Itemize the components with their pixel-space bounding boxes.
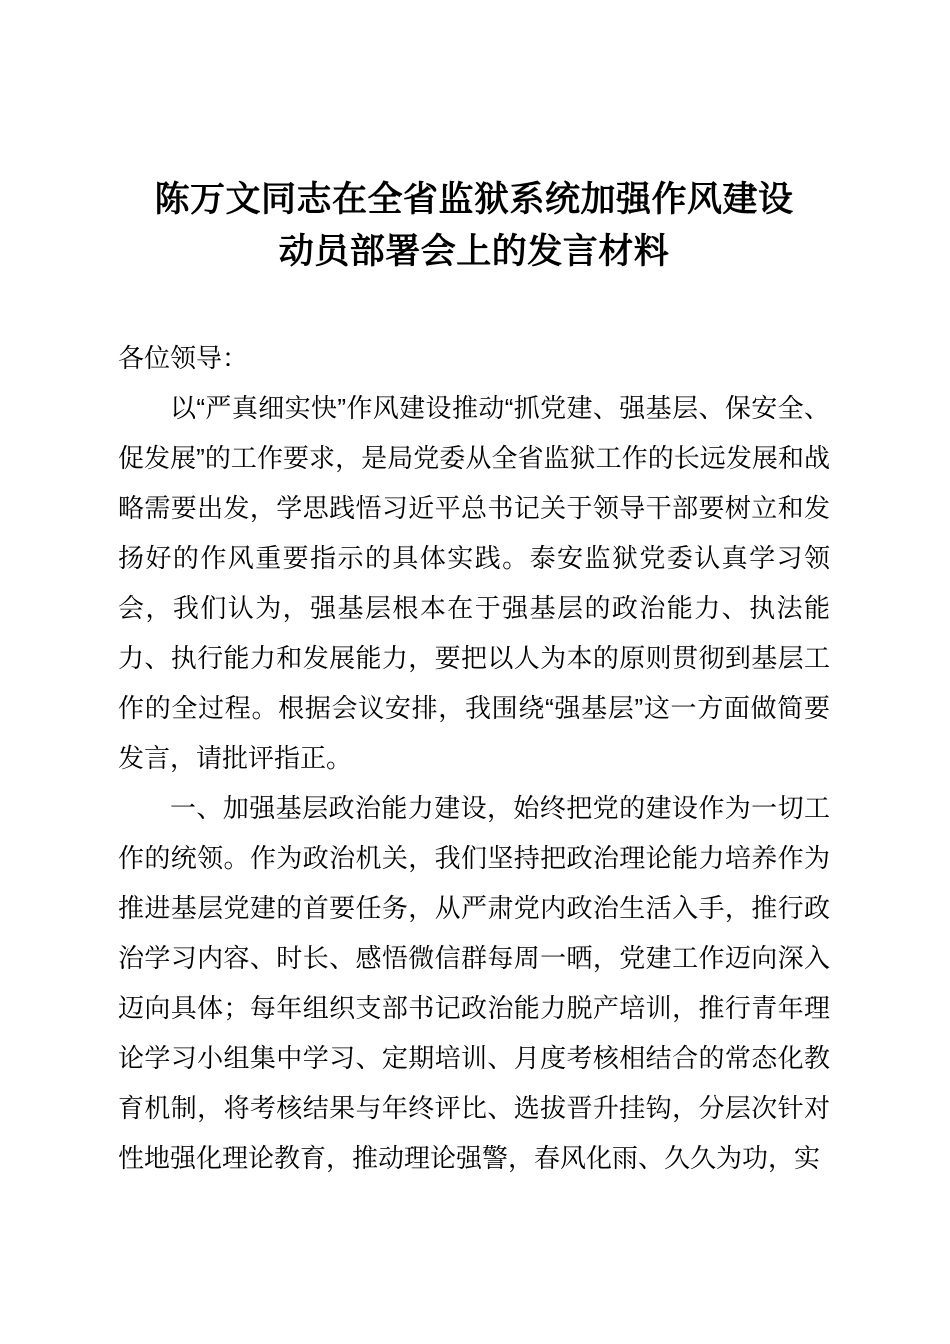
title-line-1: 陈万文同志在全省监狱系统加强作风建设 (154, 180, 794, 219)
paragraph-intro: 以“严真细实快”作风建设推动“抓党建、强基层、保安全、促发展”的工作要求，是局党委从全省监狱工作的长远发展和战略需要出发，学思践悟习近平总书记关于领导干部要树立和发扬好的作风重要指示的具体实践。泰安监狱党委认真学习领会，我们认为，强基层根本在于强基层的政治能力、执法能力、执行能力和发展能力，要把以人为本的原则贯彻到基层工作的全过程。根据会议安排，我围绕“强基层”这一方面做简要发言，请批评指正。 (118, 393, 830, 773)
document-body (118, 333, 830, 1183)
paragraph-section-1: 一、加强基层政治能力建设，始终把党的建设作为一切工作的统领。作为政治机关，我们坚持把政治理论能力培养作为推进基层党建的首要任务，从严肃党内政治生活入手，推行政治学习内容、时长、感悟微信群每周一晒，党建工作迈向深入迈向具体；每年组织支部书记政治能力脱产培训，推行青年理论学习小组集中学习、定期培训、月度考核相结合的常态化教育机制，将考核结果与年终评比、选拔晋升挂钩，分层次针对性地强化理论教育，推动理论强警，春风化雨、久久为功，实 (118, 793, 830, 1173)
document-title (118, 174, 830, 278)
title-line-2: 动员部署会上的发言材料 (278, 232, 670, 271)
salutation: 各位领导： (118, 343, 249, 373)
